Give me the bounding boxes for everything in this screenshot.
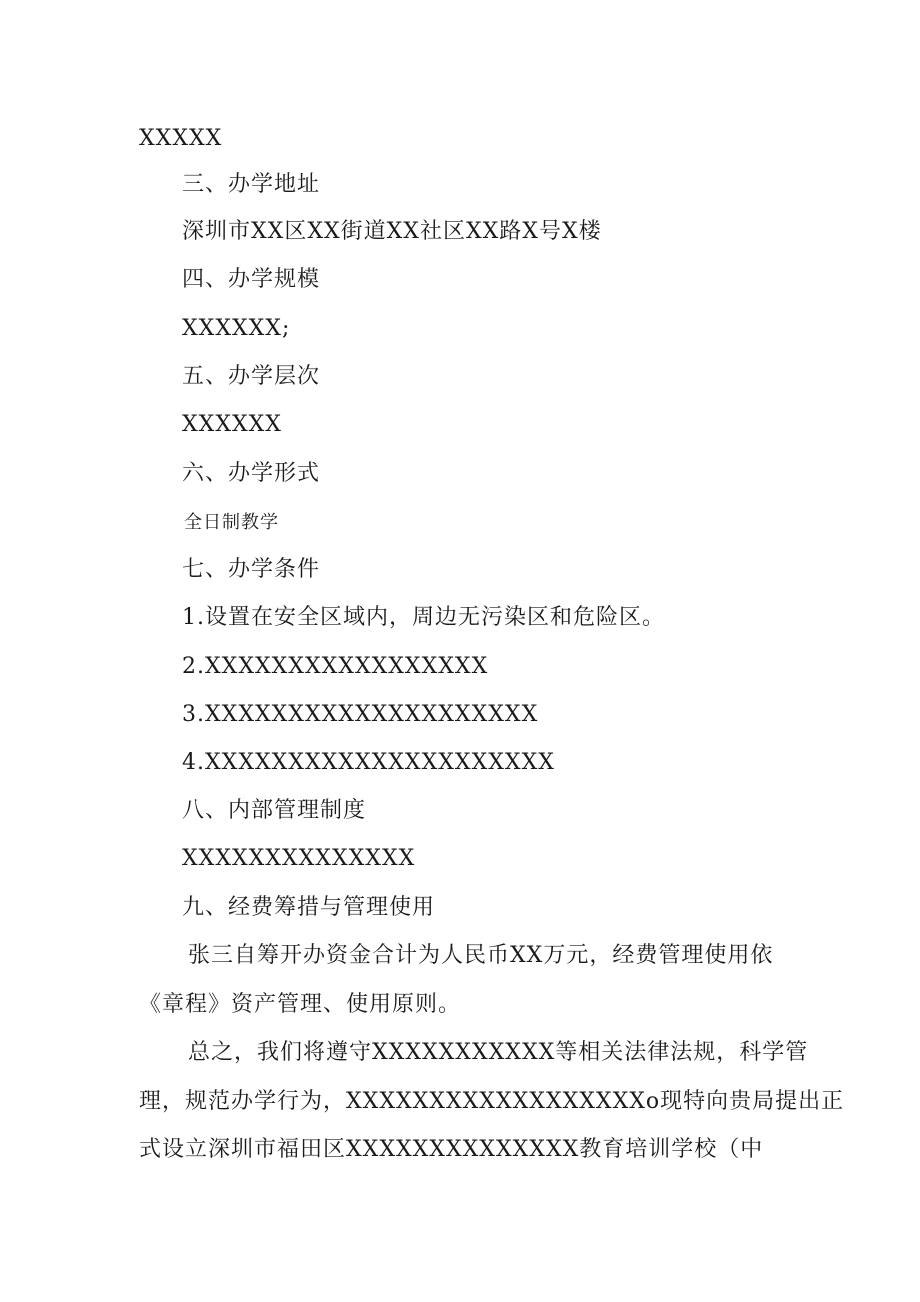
- section-heading-funding: 九、经费筹措与管理使用: [182, 895, 436, 920]
- condition-item-2: 2.XXXXXXXXXXXXXXXXX: [182, 654, 489, 679]
- section-heading-address: 三、办学地址: [182, 172, 321, 197]
- section-heading-scale: 四、办学规模: [182, 267, 321, 292]
- form-text: 全日制教学: [184, 512, 279, 533]
- summary-paragraph-line-2: 理，规范办学行为，XXXXXXXXXXXXXXXXXXo现特向贵局提出正: [139, 1089, 845, 1114]
- summary-paragraph-line-1: 总之，我们将遵守XXXXXXXXXXX等相关法律法规，科学管: [188, 1040, 809, 1065]
- section-heading-management: 八、内部管理制度: [182, 798, 367, 823]
- section-heading-conditions: 七、办学条件: [182, 557, 321, 582]
- funding-paragraph-line-1: 张三自筹开办资金合计为人民币XX万元，经费管理使用依: [188, 943, 774, 968]
- section-heading-level: 五、办学层次: [182, 364, 321, 389]
- funding-paragraph-line-2: 《章程》资产管理、使用原则。: [139, 992, 462, 1017]
- text-line: XXXXX: [139, 126, 223, 151]
- condition-item-4: 4.XXXXXXXXXXXXXXXXXXXXX: [182, 750, 555, 775]
- section-heading-form: 六、办学形式: [182, 461, 321, 486]
- level-text: XXXXXX: [182, 412, 282, 437]
- summary-paragraph-line-3: 式设立深圳市福田区XXXXXXXXXXXXXX教育培训学校（中: [139, 1137, 764, 1162]
- scale-text: XXXXXX;: [182, 316, 291, 341]
- condition-item-1: 1.设置在安全区域内，周边无污染区和危险区。: [182, 605, 665, 630]
- address-text: 深圳市XX区XX街道XX社区XX路X号X楼: [182, 219, 602, 244]
- condition-item-3: 3.XXXXXXXXXXXXXXXXXXXX: [182, 702, 539, 727]
- management-text: XXXXXXXXXXXXXX: [182, 846, 416, 871]
